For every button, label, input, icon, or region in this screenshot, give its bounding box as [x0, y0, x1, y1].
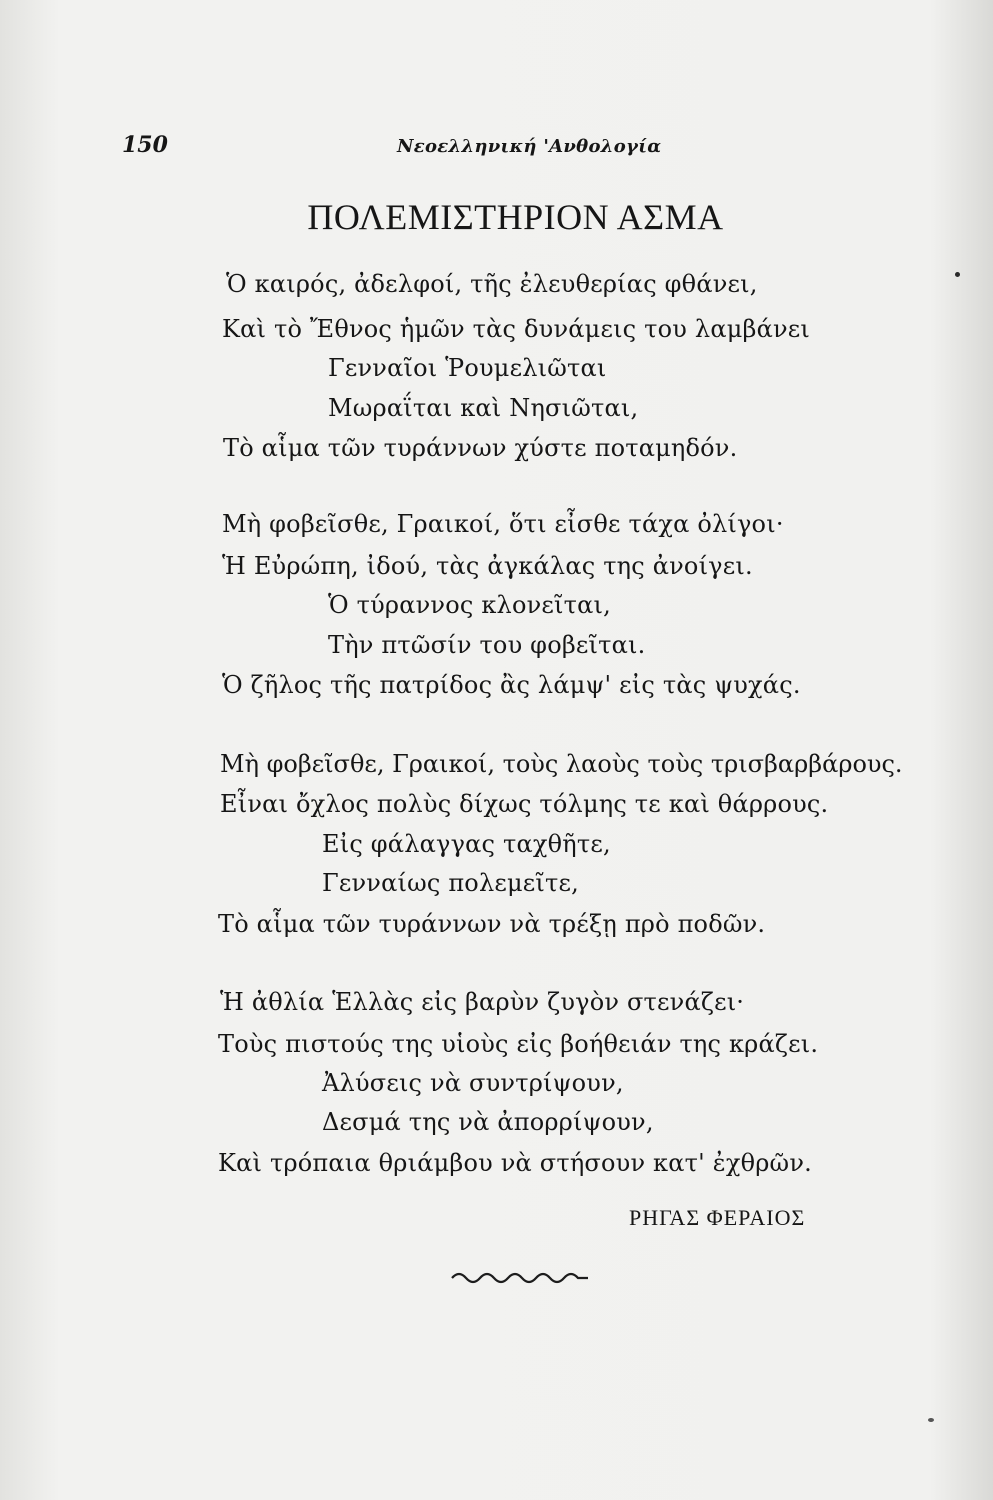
stanza-1-line-4: Μωραΐται καὶ Νησιῶται,: [328, 394, 639, 422]
stanza-2-line-1: Μὴ φοβεῖσθε, Γραικοί, ὅτι εἶσθε τάχα ὀλίγοι·: [222, 510, 784, 538]
stanza-3-line-2: Εἶναι ὄχλος πολὺς δίχως τόλμης τε καὶ θάρρους.: [220, 790, 829, 818]
stanza-2-line-4: Τὴν πτῶσίν του φοβεῖται.: [328, 631, 646, 659]
stanza-3-line-3: Εἰς φάλαγγας ταχθῆτε,: [322, 830, 611, 858]
poem-title: ΠΟΛΕΜΙΣΤΗΡΙΟΝ ΑΣΜΑ: [307, 197, 724, 237]
stanza-3-line-1: Μὴ φοβεῖσθε, Γραικοί, τοὺς λαοὺς τοὺς τρισβαρβάρους.: [220, 750, 903, 778]
stanza-1-line-5: Τὸ αἷμα τῶν τυράννων χύστε ποταμηδόν.: [223, 434, 738, 462]
stanza-4-line-1: Ἡ ἀθλία Ἑλλὰς εἰς βαρὺν ζυγὸν στενάζει·: [220, 988, 745, 1016]
stanza-2-line-3: Ὁ τύραννος κλονεῖται,: [328, 591, 611, 619]
stanza-4-line-4: Δεσμά της νὰ ἀπορρίψουν,: [322, 1108, 654, 1136]
poem-author: ΡΗΓΑΣ ΦΕΡΑΙΟΣ: [629, 1205, 806, 1230]
stanza-2-line-2: Ἡ Εὐρώπη, ἰδού, τὰς ἀγκάλας της ἀνοίγει.: [222, 552, 753, 580]
stanza-4-line-3: Ἀλύσεις νὰ συντρίψουν,: [322, 1069, 624, 1097]
paper-speck: [928, 1418, 934, 1422]
stanza-2-line-5: Ὁ ζῆλος τῆς πατρίδος ἂς λάμψ' εἰς τὰς ψυχάς.: [222, 671, 801, 699]
stanza-3-line-4: Γενναίως πολεμεῖτε,: [322, 869, 579, 897]
running-title: Νεοελληνική 'Ανθολογία: [397, 136, 662, 157]
stanza-1-line-1: Ὁ καιρός, ἀδελφοί, τῆς ἐλευθερίας φθάνει,: [226, 270, 758, 298]
wavy-ornament-icon: [450, 1268, 590, 1284]
stanza-4-line-5: Καὶ τρόπαια θριάμβου νὰ στήσουν κατ' ἐχθρῶν.: [218, 1149, 812, 1177]
stanza-3-line-5: Τὸ αἷμα τῶν τυράννων νὰ τρέξῃ πρὸ ποδῶν.: [218, 910, 766, 938]
page-number: 150: [122, 132, 168, 158]
stanza-1-line-3: Γενναῖοι Ῥουμελιῶται: [328, 354, 607, 382]
stanza-1-line-2: Καὶ τὸ Ἔθνος ἡμῶν τὰς δυνάμεις του λαμβάνει: [222, 315, 811, 343]
paper-speck: [955, 272, 960, 277]
stanza-4-line-2: Τοὺς πιστούς της υἱοὺς εἰς βοήθειάν της κράζει.: [218, 1030, 819, 1058]
